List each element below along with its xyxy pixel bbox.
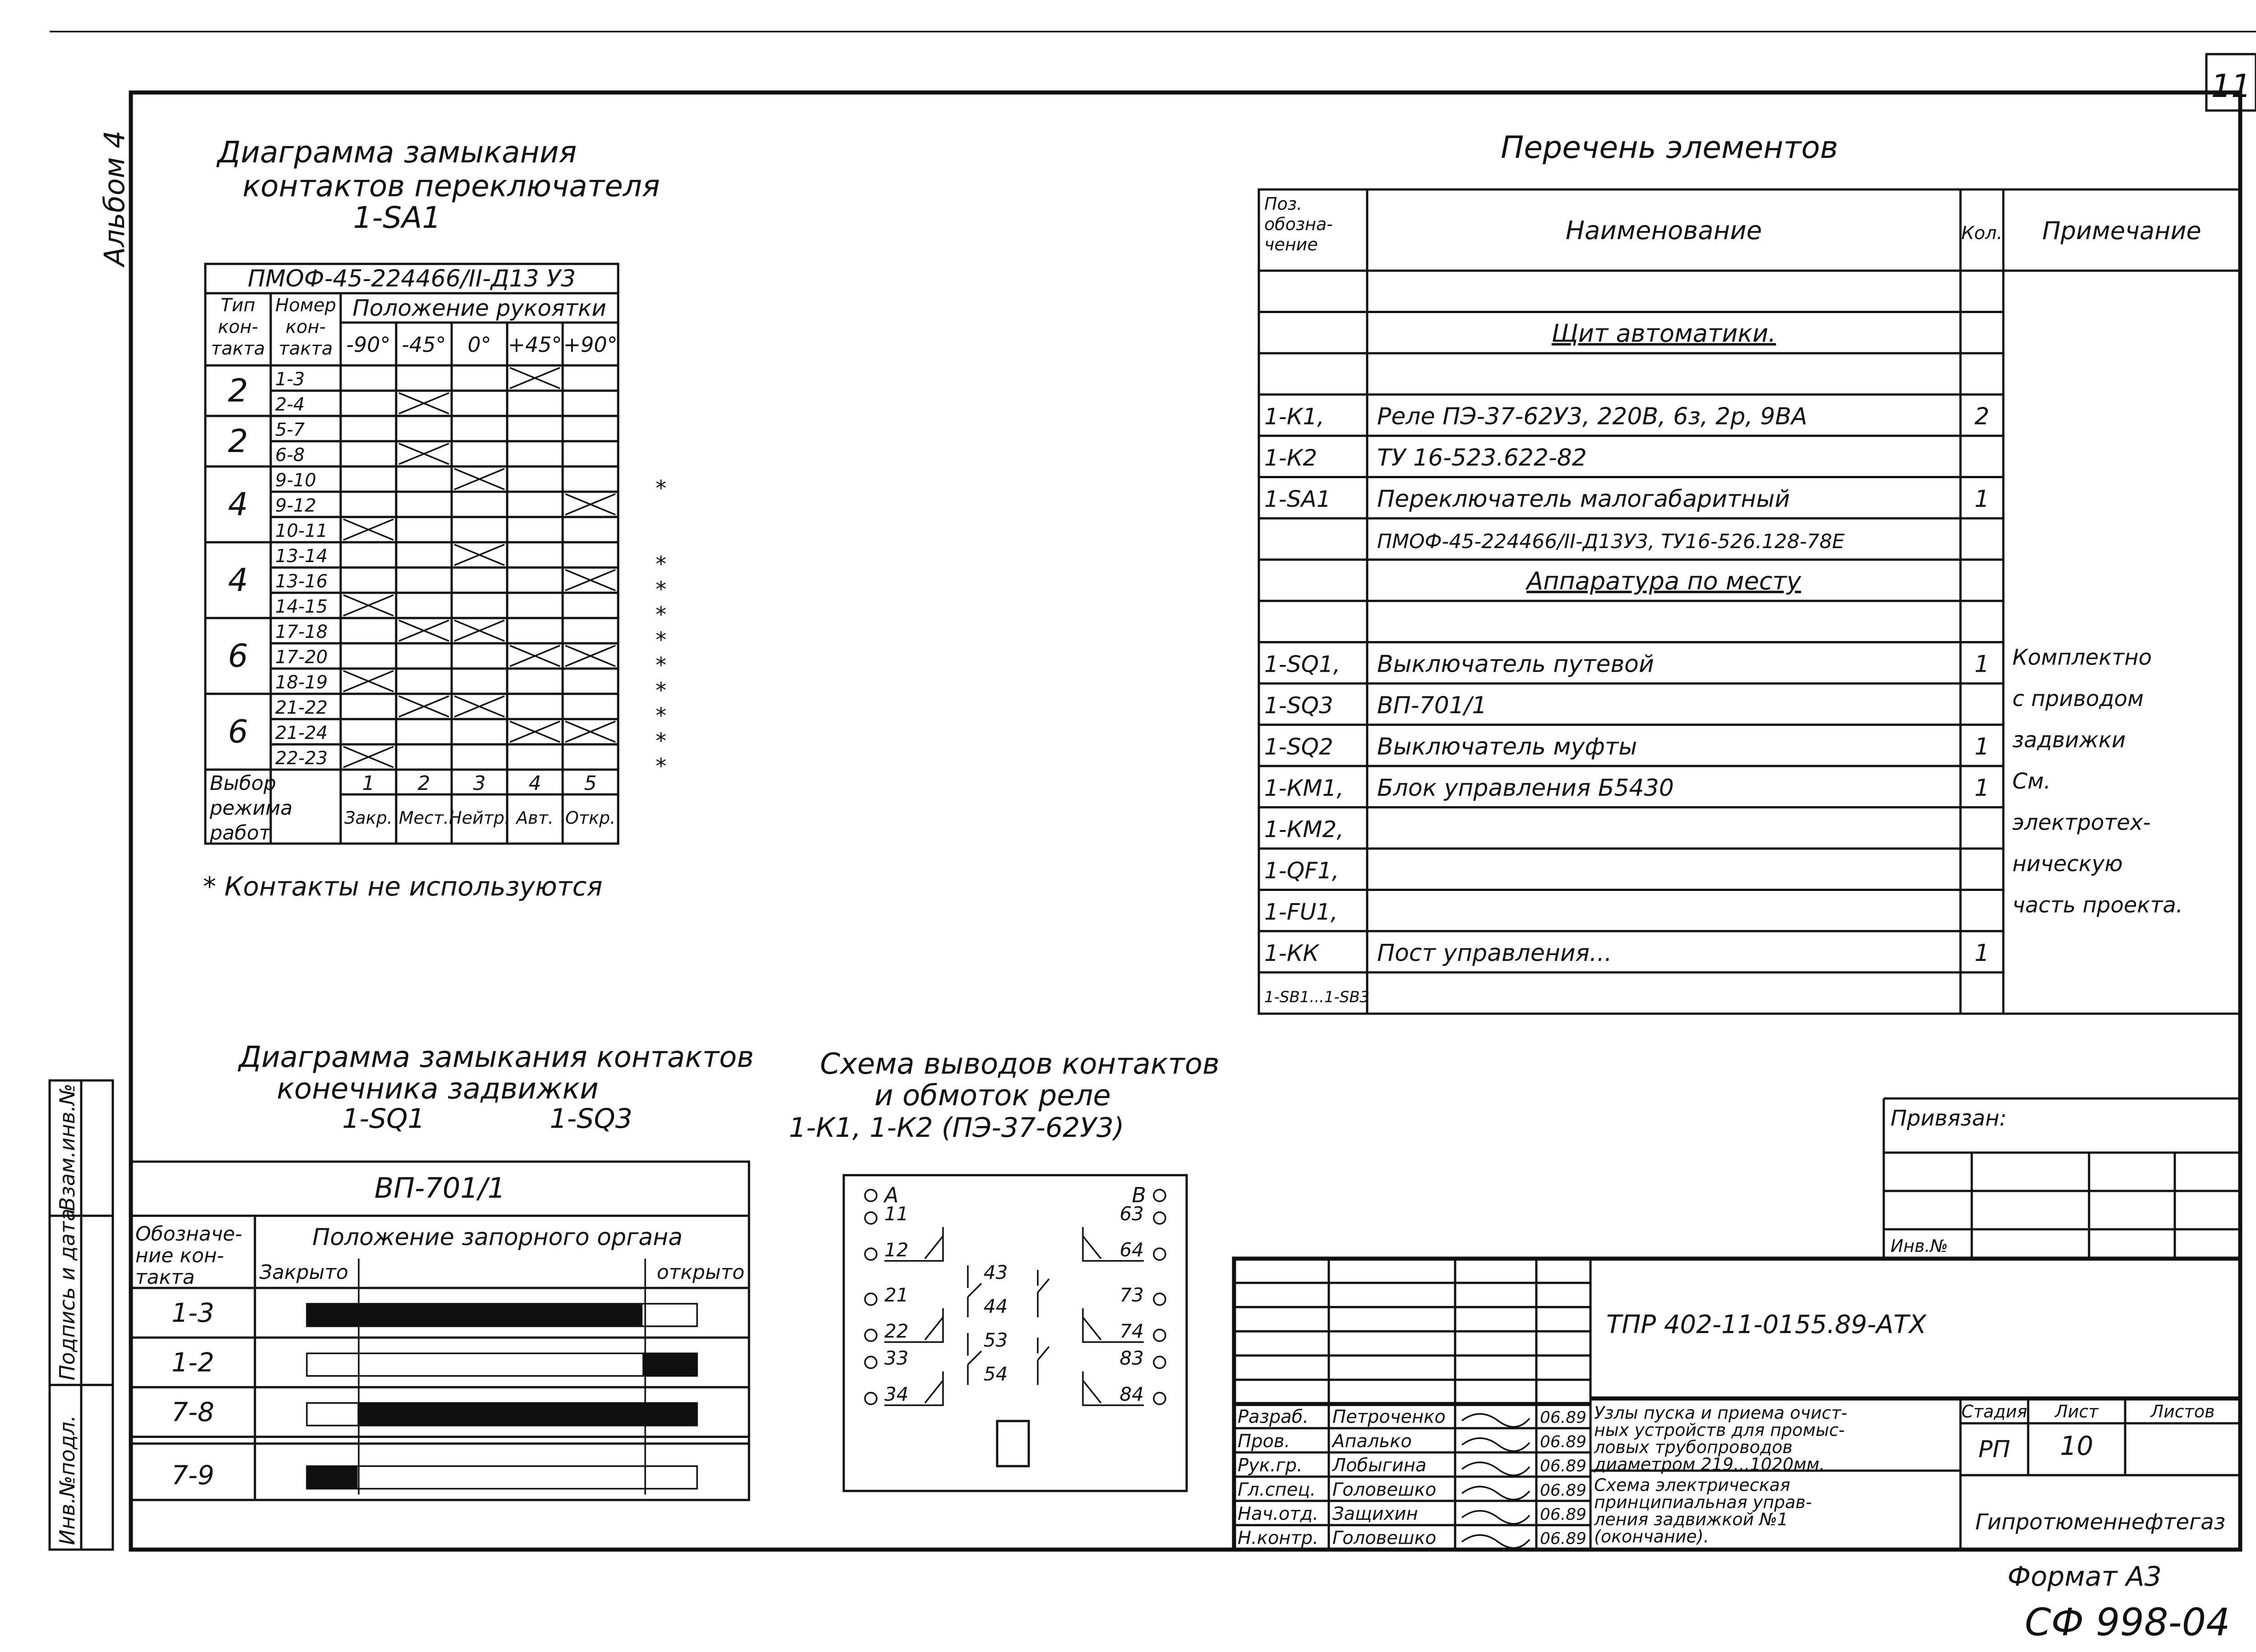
- sheet-title-line: принципиальная управ-: [1594, 1492, 1812, 1512]
- staff-date: 06.89: [1540, 1457, 1587, 1476]
- switch-mode-label: режима: [210, 797, 293, 820]
- switch-title-line-3: 1-SA1: [353, 200, 441, 235]
- switch-col-number-label: Номер: [275, 295, 336, 316]
- limit-table-frame: [131, 1162, 749, 1500]
- switch-contact-number: 6-8: [275, 445, 305, 466]
- elements-row-name: ТУ 16-523.622-82: [1377, 444, 1587, 471]
- switch-contact-number: 1-3: [275, 369, 305, 390]
- relay-terminal-circle: [865, 1329, 877, 1341]
- switch-unused-mark: *: [656, 653, 666, 678]
- switch-contact-number: 13-16: [275, 571, 328, 592]
- project-title-line: ловых трубопроводов: [1594, 1437, 1793, 1457]
- switch-position-label: -45°: [402, 332, 446, 357]
- relay-terminal-label: 74: [1119, 1320, 1144, 1342]
- elements-row-name: Пост управления...: [1377, 940, 1612, 967]
- switch-mode-number: 3: [473, 772, 486, 795]
- switch-mode-number: 1: [362, 772, 375, 795]
- limit-col-designation: Обозначе-: [135, 1223, 242, 1246]
- relay-title-line-1: Схема выводов контактов: [820, 1047, 1220, 1081]
- relay-contact-blade: [968, 1351, 981, 1365]
- organization-name: Гипротюменнефтегаз: [1975, 1509, 2226, 1535]
- staff-signature: [1462, 1511, 1530, 1524]
- staff-role: Н.контр.: [1238, 1527, 1318, 1549]
- switch-contact-number: 14-15: [275, 596, 328, 617]
- side-stamp-inv: Инв.№подл.: [55, 1415, 79, 1545]
- relay-terminal-label: 83: [1119, 1347, 1144, 1369]
- relay-contact-blade: [1038, 1279, 1049, 1292]
- staff-date: 06.89: [1540, 1432, 1587, 1451]
- relay-contact-blade: [925, 1380, 943, 1403]
- elements-row-name: ПМОФ-45-224466/II-Д13У3, ТУ16-526.128-78Е: [1377, 530, 1845, 553]
- switch-unused-mark: *: [656, 628, 666, 653]
- elements-row-name: ВП-701/1: [1377, 692, 1487, 719]
- elements-row-pos: 1-FU1,: [1264, 899, 1338, 925]
- elements-row-name: Переключатель малогабаритный: [1377, 485, 1790, 513]
- switch-contact-number: 17-18: [275, 622, 328, 642]
- relay-terminal-circle: [865, 1190, 877, 1201]
- switch-mode-name: Мест.: [398, 808, 449, 828]
- relay-title-line-2: и обмоток реле: [874, 1079, 1111, 1112]
- switch-unused-mark: *: [656, 678, 666, 703]
- switch-mode-number: 4: [528, 772, 541, 795]
- staff-name: Петроченко: [1332, 1407, 1446, 1428]
- staff-signature: [1462, 1414, 1530, 1427]
- switch-mode-label: Выбор: [210, 772, 276, 795]
- limit-contact-bar: [307, 1353, 697, 1376]
- limit-contact-closed-fill: [643, 1353, 697, 1376]
- staff-signature: [1462, 1438, 1530, 1451]
- staff-name: Защихин: [1332, 1504, 1418, 1524]
- relay-contact-blade: [1083, 1236, 1101, 1259]
- switch-contact-type: 4: [228, 562, 248, 599]
- switch-contact-number: 5-7: [275, 420, 305, 440]
- elements-row-note: часть проекта.: [2012, 892, 2183, 918]
- elements-row-pos: 1-SQ3: [1264, 692, 1333, 719]
- switch-mode-number: 5: [584, 772, 597, 795]
- elements-row-note: ническую: [2012, 851, 2123, 877]
- elements-row-qty: 2: [1974, 403, 1990, 430]
- switch-mode-name: Авт.: [516, 808, 554, 828]
- inv-label: Инв.№: [1891, 1236, 1948, 1256]
- limit-diagram-table: [131, 1162, 749, 1500]
- staff-date: 06.89: [1540, 1529, 1587, 1548]
- relay-terminal-label: 54: [984, 1363, 1008, 1385]
- relay-terminal-circle: [1154, 1329, 1165, 1341]
- relay-terminal-label: 12: [884, 1239, 909, 1261]
- elements-header-pos: обознa-: [1264, 214, 1333, 234]
- elements-header-pos: Поз.: [1264, 194, 1303, 214]
- format-note: Формат А3: [2007, 1561, 2162, 1592]
- staff-name: Головешко: [1332, 1479, 1437, 1500]
- sheets-label: Листов: [2150, 1402, 2215, 1421]
- relay-contact-blade: [1083, 1317, 1101, 1340]
- staff-role: Разраб.: [1238, 1407, 1309, 1428]
- switch-col-type-label: Тип: [221, 295, 255, 316]
- relay-terminal-label: В: [1132, 1183, 1146, 1207]
- staff-signature: [1462, 1463, 1530, 1476]
- switch-title-line-1: Диаграмма замыкания: [217, 135, 577, 170]
- elements-row-qty: 1: [1974, 940, 1990, 967]
- elements-list: [1259, 130, 2240, 1014]
- limit-contact-closed-fill: [307, 1304, 643, 1326]
- sheet-title-line: ления задвижкой №1: [1594, 1509, 1788, 1529]
- switch-unused-mark: *: [656, 703, 666, 729]
- staff-name: Апалько: [1332, 1431, 1412, 1452]
- elements-row-pos: 1-SQ1,: [1264, 651, 1341, 678]
- sheet-title-line: (окончание).: [1594, 1527, 1709, 1546]
- elements-header-qty: Кол.: [1961, 223, 2003, 244]
- switch-contact-number: 13-14: [275, 546, 328, 567]
- elements-row-name: Выключатель муфты: [1377, 733, 1637, 761]
- relay-title-line-3: 1-К1, 1-К2 (ПЭ-37-62У3): [789, 1112, 1124, 1144]
- elements-row-heading: Щит автоматики.: [1551, 319, 1776, 348]
- switch-col-type-label: кон-: [217, 317, 259, 337]
- elements-row-pos: 1-КК: [1264, 940, 1319, 966]
- project-title-line: ных устройств для промыс-: [1594, 1420, 1845, 1440]
- staff-role: Нач.отд.: [1238, 1504, 1319, 1524]
- limit-title-line-1: Диаграмма замыкания контактов: [239, 1041, 754, 1074]
- limit-contact-label: 1-2: [171, 1347, 214, 1378]
- elements-table: [1259, 189, 2240, 1014]
- staff-date: 06.89: [1540, 1481, 1587, 1500]
- elements-row-qty: 1: [1974, 485, 1990, 513]
- switch-contact-number: 2-4: [275, 394, 305, 415]
- limit-position-header: Положение запорного органа: [312, 1224, 683, 1251]
- limit-open-label: открыто: [656, 1261, 744, 1284]
- relay-terminal-label: 43: [984, 1261, 1008, 1283]
- staff-signature: [1462, 1535, 1530, 1548]
- switch-mode-name: Закр.: [344, 808, 393, 828]
- relay-contact-blade: [1038, 1347, 1049, 1360]
- relay-terminal-label: 34: [884, 1383, 909, 1405]
- relay-terminal-circle: [1154, 1212, 1165, 1224]
- staff-date: 06.89: [1540, 1408, 1587, 1427]
- elements-row-pos: 1-SA1: [1264, 486, 1331, 512]
- limit-col-designation: ние кон-: [135, 1244, 224, 1267]
- limit-contact-bar: [307, 1466, 697, 1489]
- switch-model-label: ПМОФ-45-224466/II-Д13 У3: [248, 265, 576, 292]
- project-title-line: Узлы пуска и приема очист-: [1594, 1403, 1848, 1423]
- relay-contact-blade: [925, 1317, 943, 1340]
- elements-header-note: Примечание: [2042, 217, 2201, 245]
- elements-row-note: электротех-: [2012, 810, 2151, 835]
- switch-position-label: +45°: [508, 332, 562, 357]
- relay-terminal-circle: [865, 1393, 877, 1404]
- elements-row-pos: 1-К1,: [1264, 403, 1325, 430]
- archive-code: СФ 998-04: [2025, 1600, 2230, 1644]
- switch-contact-number: 9-12: [275, 495, 316, 516]
- relay-terminal-circle: [1154, 1393, 1165, 1404]
- relay-terminal-label: 11: [884, 1203, 909, 1225]
- elements-row-pos: 1-QF1,: [1264, 858, 1339, 884]
- switch-contact-type: 4: [228, 486, 248, 523]
- sheet-label: Лист: [2055, 1402, 2099, 1421]
- relay-terminal-circle: [865, 1293, 877, 1305]
- elements-row-qty: 1: [1974, 733, 1990, 761]
- switch-mode-number: 2: [417, 772, 430, 795]
- elements-header-name: Наименование: [1565, 216, 1762, 245]
- switch-mode-name: Откр.: [565, 808, 616, 828]
- relay-terminal-label: 73: [1119, 1284, 1144, 1306]
- limit-col-designation: такта: [135, 1266, 195, 1289]
- switch-col-number-label: кон-: [285, 317, 326, 337]
- relay-terminal-scheme: [844, 1175, 1187, 1491]
- binding-box: [1884, 1098, 2240, 1259]
- relay-contact-blade: [925, 1236, 943, 1259]
- side-stamp: [50, 1080, 113, 1550]
- switch-mode-name: Нейтр.: [449, 808, 510, 828]
- switch-contact-number: 17-20: [275, 647, 328, 668]
- staff-name: Головешко: [1332, 1527, 1437, 1549]
- elements-row-note: с приводом: [2012, 686, 2144, 711]
- switch-col-number-label: такта: [278, 338, 333, 359]
- switch-position-header: Положение рукоятки: [352, 295, 606, 321]
- switch-contact-number: 18-19: [275, 672, 328, 693]
- project-title-line: диаметром 219...1020мм.: [1594, 1454, 1825, 1474]
- limit-contact-label: 1-3: [171, 1297, 214, 1328]
- elements-row-pos: 1-SB1...1-SB3: [1264, 988, 1370, 1006]
- elements-row-pos: 1-КМ1,: [1264, 775, 1344, 801]
- switch-diagram: [203, 135, 666, 902]
- relay-terminal-label: 84: [1119, 1383, 1144, 1405]
- switch-contact-number: 22-23: [275, 748, 328, 769]
- relay-terminal-circle: [865, 1248, 877, 1260]
- switch-title-line-2: контактов переключателя: [242, 169, 660, 203]
- relay-terminal-label: 33: [884, 1347, 909, 1369]
- sheet-value: 10: [2060, 1431, 2094, 1461]
- switch-unused-mark: *: [656, 754, 666, 779]
- limit-contact-label: 7-8: [171, 1397, 214, 1427]
- stage-value: РП: [1978, 1436, 2011, 1463]
- switch-contact-type: 2: [228, 372, 248, 409]
- limit-model-label: ВП-701/1: [374, 1172, 506, 1204]
- switch-diagram-table: [205, 264, 666, 844]
- relay-terminal-circle: [1154, 1190, 1165, 1201]
- elements-row-name: Реле ПЭ-37-62У3, 220В, 6з, 2р, 9ВА: [1377, 403, 1808, 430]
- switch-unused-mark: *: [656, 552, 666, 577]
- relay-terminal-circle: [865, 1357, 877, 1368]
- switch-mode-label: работ: [210, 821, 271, 844]
- limit-closed-label: Закрыто: [259, 1261, 348, 1284]
- switch-footnote: * Контакты не используются: [203, 871, 603, 902]
- elements-row-name: Блок управления Б5430: [1377, 775, 1674, 802]
- switch-unused-mark: *: [656, 602, 666, 628]
- relay-coil: [997, 1421, 1029, 1466]
- elements-row-name: Выключатель путевой: [1377, 651, 1654, 678]
- relay-terminal-label: 22: [884, 1320, 909, 1342]
- limit-title-line-2: конечника задвижки: [277, 1072, 599, 1106]
- elements-header-pos: чение: [1264, 235, 1318, 254]
- elements-row-note: задвижки: [2012, 727, 2126, 753]
- elements-row-qty: 1: [1974, 775, 1990, 802]
- relay-terminal-label: 21: [884, 1284, 909, 1306]
- switch-position-label: 0°: [467, 332, 491, 357]
- staff-role: Пров.: [1238, 1431, 1290, 1452]
- switch-unused-mark: *: [656, 729, 666, 754]
- sheet-number: 11: [2211, 68, 2251, 105]
- staff-name: Лобыгина: [1332, 1455, 1427, 1476]
- switch-contact-number: 21-22: [275, 697, 328, 718]
- switch-contact-number: 21-24: [275, 723, 328, 743]
- switch-col-type-label: такта: [211, 338, 265, 359]
- relay-contact-blade: [1083, 1380, 1101, 1403]
- album-label: Альбом 4: [98, 130, 131, 266]
- elements-list-title: Перечень элементов: [1501, 130, 1838, 166]
- relay-terminal-label: 44: [984, 1295, 1008, 1317]
- limit-label-sq3: 1-SQ3: [550, 1103, 633, 1135]
- relay-terminal-circle: [1154, 1293, 1165, 1305]
- switch-contact-number: 9-10: [275, 470, 316, 491]
- switch-contact-number: 10-11: [275, 521, 328, 541]
- switch-unused-mark: *: [656, 577, 666, 602]
- limit-diagram: [131, 1041, 754, 1500]
- elements-row-pos: 1-КМ2,: [1264, 816, 1344, 843]
- limit-contact-label: 7-9: [171, 1460, 214, 1490]
- staff-signature: [1462, 1486, 1530, 1500]
- side-stamp-replace: Взам.инв.№: [55, 1083, 79, 1211]
- elements-row-note: См.: [2012, 769, 2051, 794]
- switch-contact-type: 6: [228, 713, 248, 750]
- switch-contact-type: 6: [228, 637, 248, 674]
- relay-contact-blade: [968, 1283, 981, 1297]
- relay-terminal-label: А: [884, 1183, 899, 1207]
- staff-date: 06.89: [1540, 1505, 1587, 1524]
- elements-row-qty: 1: [1974, 651, 1990, 678]
- elements-row-note: Комплектно: [2012, 645, 2152, 670]
- elements-row-pos: 1-К2: [1264, 445, 1318, 471]
- stage-label: Стадия: [1961, 1402, 2027, 1421]
- elements-row-heading: Аппаратура по месту: [1526, 567, 1801, 595]
- relay-scheme: [789, 1047, 1220, 1491]
- sheet-title-line: Схема электрическая: [1594, 1475, 1790, 1495]
- relay-terminal-circle: [865, 1212, 877, 1224]
- staff-role: Рук.гр.: [1238, 1455, 1303, 1476]
- switch-unused-mark: *: [656, 476, 666, 501]
- switch-position-label: +90°: [563, 332, 618, 357]
- staff-role: Гл.спец.: [1238, 1479, 1316, 1500]
- document-code: ТПР 402-11-0155.89-АТХ: [1606, 1310, 1927, 1339]
- title-block: [1234, 1259, 2240, 1550]
- limit-label-sq1: 1-SQ1: [342, 1103, 425, 1135]
- relay-terminal-label: 53: [984, 1329, 1008, 1351]
- limit-contact-closed-fill: [357, 1403, 697, 1426]
- elements-row-pos: 1-SQ2: [1264, 734, 1333, 760]
- relay-terminal-circle: [1154, 1248, 1165, 1260]
- switch-contact-type: 2: [228, 423, 248, 460]
- side-stamp-sign: Подпись и дата: [55, 1208, 79, 1380]
- switch-position-label: -90°: [346, 332, 391, 357]
- limit-contact-closed-fill: [307, 1466, 357, 1489]
- relay-terminal-label: 63: [1119, 1203, 1144, 1225]
- binding-label: Привязан:: [1891, 1106, 2007, 1131]
- relay-terminal-circle: [1154, 1357, 1165, 1368]
- relay-terminal-label: 64: [1119, 1239, 1144, 1261]
